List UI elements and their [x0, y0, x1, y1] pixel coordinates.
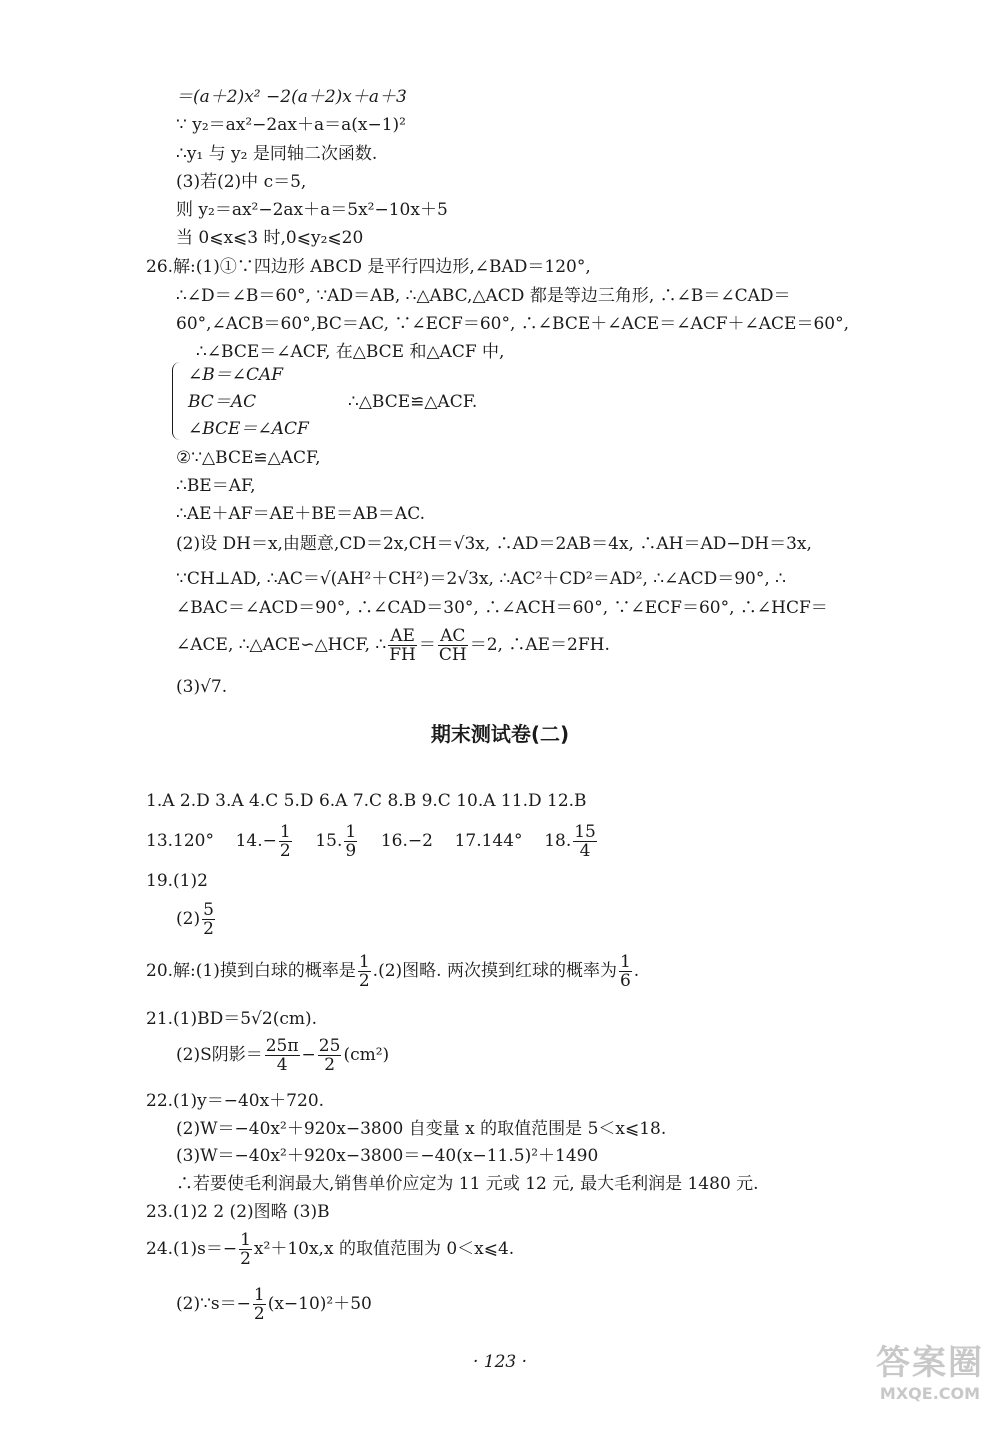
denominator: 2	[240, 1249, 251, 1269]
answer-row	[176, 1283, 372, 1325]
answer-item: 14.−	[235, 831, 277, 851]
text-line: ②∵△BCE≌△ACF,	[176, 448, 321, 468]
fraction	[265, 1037, 300, 1074]
page-number: · 123 ·	[472, 1352, 528, 1372]
answer-item: (x−10)²＋50	[267, 1294, 372, 1314]
answer-item: 16.−2	[380, 831, 433, 851]
answer-item: 15.	[315, 831, 343, 851]
text-segment: ＝2, ∴AE＝2FH.	[469, 635, 610, 655]
text-line: ∵ y₂＝ax²−2ax＋a＝a(x−1)²	[176, 115, 406, 135]
text-line: (3)√7.	[176, 677, 228, 697]
system-line: BC＝AC	[188, 392, 257, 412]
denominator: 4	[579, 841, 591, 861]
answer-row	[176, 898, 217, 940]
answer-item: −	[301, 1045, 316, 1065]
answer-row	[146, 1228, 514, 1270]
text-segment: ∠ACE, ∴△ACE∽△HCF, ∴	[176, 635, 387, 655]
watermark-bottom: MXQE.COM	[879, 1384, 981, 1403]
text-line: 则 y₂＝ax²−2ax＋a＝5x²−10x＋5	[176, 200, 448, 220]
text-line: (3)若(2)中 c＝5,	[176, 172, 307, 192]
fraction	[438, 627, 468, 664]
denominator: 9	[345, 841, 357, 861]
answer-item: .	[633, 961, 640, 981]
text-line: ∵CH⊥AD, ∴AC＝√(AH²＋CH²)＝2√3x, ∴AC²＋CD²＝AD², ∴∠ACD＝90°, ∴	[176, 569, 786, 589]
answer-item: 24.(1)s＝−	[146, 1239, 238, 1259]
fraction	[388, 627, 417, 664]
denominator: 2	[358, 971, 370, 991]
answer-row: 23.(1)2 2 (2)图略 (3)B	[146, 1202, 330, 1222]
fraction	[253, 1286, 266, 1323]
system-line: ∠B＝∠CAF	[188, 365, 284, 385]
numerator: 25π	[265, 1036, 299, 1056]
text-line: ＝(a＋2)x² −2(a＋2)x＋a＋3	[176, 87, 407, 107]
numerator: 1	[240, 1230, 251, 1250]
fraction	[619, 953, 632, 990]
numerator: AC	[438, 627, 468, 646]
numerator: 1	[253, 1285, 265, 1305]
fraction	[202, 901, 215, 938]
answer-row: 1.A 2.D 3.A 4.C 5.D 6.A 7.C 8.B 9.C 10.A 11.D 12.B	[146, 791, 587, 811]
numerator: 1	[619, 952, 631, 972]
fraction	[344, 823, 357, 860]
section-title: 期末测试卷(二)	[430, 722, 570, 746]
answer-row: ∴若要使毛利润最大,销售单价应定为 11 元或 12 元, 最大毛利润是 1480 元.	[176, 1174, 759, 1194]
denominator: FH	[389, 645, 416, 665]
text-line: 当 0⩽x⩽3 时,0⩽y₂⩽20	[176, 228, 364, 248]
answer-row: (3)W＝−40x²＋920x−3800＝−40(x−11.5)²＋1490	[176, 1146, 599, 1166]
fraction	[239, 1231, 252, 1268]
denominator: 6	[619, 971, 631, 991]
fraction	[318, 1037, 342, 1074]
numerator: 1	[279, 822, 291, 842]
answer-item: .(2)图略. 两次摸到红球的概率为	[372, 961, 617, 981]
answer-row	[176, 1034, 389, 1076]
answer-row	[146, 950, 639, 992]
text-line: ∴∠BCE＝∠ACF, 在△BCE 和△ACF 中,	[196, 342, 505, 362]
denominator: 2	[203, 919, 214, 939]
denominator: 2	[279, 841, 291, 861]
answer-item: x²＋10x,x 的取值范围为 0＜x⩽4.	[253, 1239, 515, 1259]
denominator: 2	[253, 1304, 265, 1324]
text-line: ∠BAC＝∠ACD＝90°, ∴∠CAD＝30°, ∴∠ACH＝60°, ∵∠ECF＝60°, ∴∠HCF＝	[176, 598, 828, 618]
answer-row: 19.(1)2	[146, 871, 208, 891]
answer-row	[146, 820, 599, 862]
text-line: 26.解:(1)①∵四边形 ABCD 是平行四边形,∠BAD＝120°,	[146, 257, 591, 277]
numerator: 1	[358, 952, 370, 972]
answer-item: 13.120°	[146, 831, 214, 851]
brace-symbol	[172, 362, 185, 440]
watermark-top: 答案圈	[876, 1343, 984, 1383]
answer-item: (2)∵s＝−	[176, 1294, 251, 1314]
answer-item: (cm²)	[343, 1045, 390, 1065]
text-line: ∴∠D＝∠B＝60°, ∵AD＝AB, ∴△ABC,△ACD 都是等边三角形, ∴∠B＝∠CAD＝	[176, 286, 791, 306]
answer-item: (2)S阴影＝	[176, 1045, 263, 1065]
answer-row: (2)W＝−40x²＋920x−3800 自变量 x 的取值范围是 5＜x⩽18.	[176, 1119, 667, 1139]
answer-row: 22.(1)y＝−40x＋720.	[146, 1091, 325, 1111]
system-line: ∠BCE＝∠ACF	[188, 419, 309, 439]
denominator: CH	[438, 645, 467, 665]
text-line: ∴AE＋AF＝AE＋BE＝AB＝AC.	[176, 504, 426, 524]
denominator: 2	[324, 1055, 336, 1075]
text-line: ∴BE＝AF,	[176, 476, 256, 496]
text-segment: ＝	[418, 635, 436, 655]
fraction	[279, 823, 292, 860]
text-line: (2)设 DH＝x,由题意,CD＝2x,CH＝√3x, ∴AD＝2AB＝4x, ∴AH＝AD−DH＝3x,	[176, 534, 812, 554]
fraction	[573, 823, 597, 860]
answer-item: 17.144°	[454, 831, 523, 851]
answer-item: 20.解:(1)摸到白球的概率是	[146, 961, 356, 981]
numerator: 25	[318, 1036, 341, 1056]
fraction	[358, 953, 371, 990]
text-line-fraction	[176, 625, 610, 665]
answer-item: (2)	[176, 909, 201, 929]
text-line: 60°,∠ACB＝60°,BC＝AC, ∵∠ECF＝60°, ∴∠BCE＋∠ACE＝∠ACF＋∠ACE＝60°,	[176, 314, 849, 334]
system-conclusion: ∴△BCE≌△ACF.	[348, 392, 478, 412]
numerator: AE	[390, 626, 415, 646]
numerator: 5	[203, 900, 214, 920]
denominator: 4	[276, 1055, 288, 1075]
numerator: 15	[574, 822, 596, 842]
numerator: 1	[345, 822, 357, 842]
watermark-logo	[860, 1335, 1000, 1430]
answer-item: 18.	[544, 831, 572, 851]
text-line: ∴y₁ 与 y₂ 是同轴二次函数.	[176, 144, 378, 164]
answer-row: 21.(1)BD＝5√2(cm).	[146, 1009, 318, 1029]
